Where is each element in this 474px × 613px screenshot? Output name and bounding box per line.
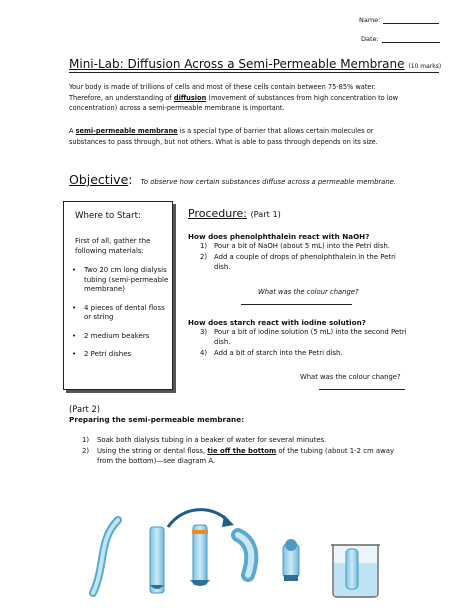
q1-heading: How does phenolphthalein react with NaOH?	[188, 232, 370, 241]
procedure-heading: Procedure:	[188, 207, 247, 220]
name-blank[interactable]	[383, 17, 439, 24]
page-title	[69, 57, 442, 73]
step-text: Pour a bit of NaOH (about 5 mL) into the Petri dish.	[214, 242, 390, 250]
q2-heading: How does starch react with iodine solution?	[188, 318, 366, 327]
part2-step-1	[82, 436, 402, 446]
list-item: • Two 20 cm long dialysis tubing (semi-permeable membrane)	[72, 266, 169, 293]
tied-tubing-icon	[190, 525, 210, 586]
date-field	[361, 35, 440, 43]
title-marks: (10 marks)	[408, 63, 442, 70]
step-number: 1)	[82, 436, 90, 444]
step-text: Add a couple of drops of phenolphthalein in the Petri dish.	[214, 253, 396, 271]
objective-text: To observe how certain substances diffuse across a permeable membrane.	[140, 178, 397, 186]
part2-label: (Part 2)	[69, 404, 101, 414]
intro-paragraph-1	[69, 82, 409, 114]
part2-step-2	[82, 447, 407, 467]
name-field	[359, 16, 439, 24]
date-blank[interactable]	[382, 36, 440, 43]
term-semi-permeable-membrane: semi-permeable membrane	[75, 127, 178, 135]
bullet-icon: •	[72, 303, 77, 312]
step-number: 4)	[200, 349, 208, 357]
procedure-title	[188, 207, 281, 220]
step-text: Pour a bit of iodine solution (5 mL) into the second Petri dish.	[214, 328, 407, 346]
step-text: Using the string or dental floss, tie off the bottom of the tubing (about 1-2 cm away from the bottom)—see diagram A.	[97, 447, 395, 465]
intro-text: (movement of substances from high concentration to low concentration) across a semi-permeable membrane is important.	[69, 93, 399, 113]
title-main: Mini-Lab: Diffusion Across a Semi-Permeable Membrane	[69, 57, 405, 71]
list-item: • 2 medium beakers	[72, 331, 150, 340]
name-label: Name:	[359, 16, 381, 24]
objective	[69, 169, 449, 188]
tubing-loose-icon	[93, 520, 118, 593]
part2-heading: Preparing the semi-permeable membrane:	[69, 415, 245, 424]
intro-text: is a special type of barrier that allows certain molecules or substances to pass through, but not others. What is able to pass through depends on its size.	[69, 127, 378, 146]
list-item: • 4 pieces of dental floss or string	[72, 303, 165, 321]
diagram-a	[88, 505, 388, 600]
q2-answer-prompt: What was the colour change?	[300, 373, 401, 381]
q1-answer-line[interactable]	[241, 304, 352, 305]
bullet-icon: •	[72, 266, 77, 274]
tubing-knot-icon	[283, 539, 299, 581]
date-label: Date:	[361, 35, 379, 43]
q1-answer-prompt: What was the colour change?	[258, 288, 359, 296]
bullet-icon: •	[72, 331, 77, 340]
term-tie-off: tie off the bottom	[207, 447, 277, 455]
tubing-bent-icon	[238, 535, 251, 575]
q2-answer-line[interactable]	[319, 389, 405, 390]
step-text: Add a bit of starch into the Petri dish.	[214, 349, 343, 357]
beaker-icon	[331, 545, 380, 597]
intro-paragraph-2	[69, 126, 407, 147]
step-text: Soak both dialysis tubing in a beaker of water for several minutes.	[97, 436, 327, 444]
materials-intro: First of all, gather the following materials:	[75, 237, 151, 255]
curved-arrow-icon	[168, 510, 234, 527]
materials-box-title: Where to Start:	[75, 211, 141, 221]
step-number: 2)	[82, 447, 90, 455]
term-diffusion: diffusion	[173, 93, 207, 102]
step-number: 1)	[200, 242, 208, 250]
materials-list	[72, 266, 170, 369]
objective-heading: Objective:	[69, 172, 133, 187]
procedure-part-label: (Part 1)	[250, 209, 281, 219]
step-2	[200, 253, 400, 273]
intro-text: A	[69, 127, 76, 135]
bullet-icon: •	[72, 350, 77, 358]
list-item: • 2 Petri dishes	[72, 350, 132, 358]
step-1	[200, 242, 410, 252]
step-number: 3)	[200, 328, 208, 336]
intro-text: Your body is made of trillions of cells and most of these cells contain between 75-85% water. Therefore, an understanding of	[69, 83, 376, 102]
tubing-straight-icon	[150, 527, 164, 593]
materials-box	[63, 201, 173, 390]
step-3	[200, 328, 415, 348]
step-number: 2)	[200, 253, 208, 261]
step-4	[200, 349, 410, 359]
